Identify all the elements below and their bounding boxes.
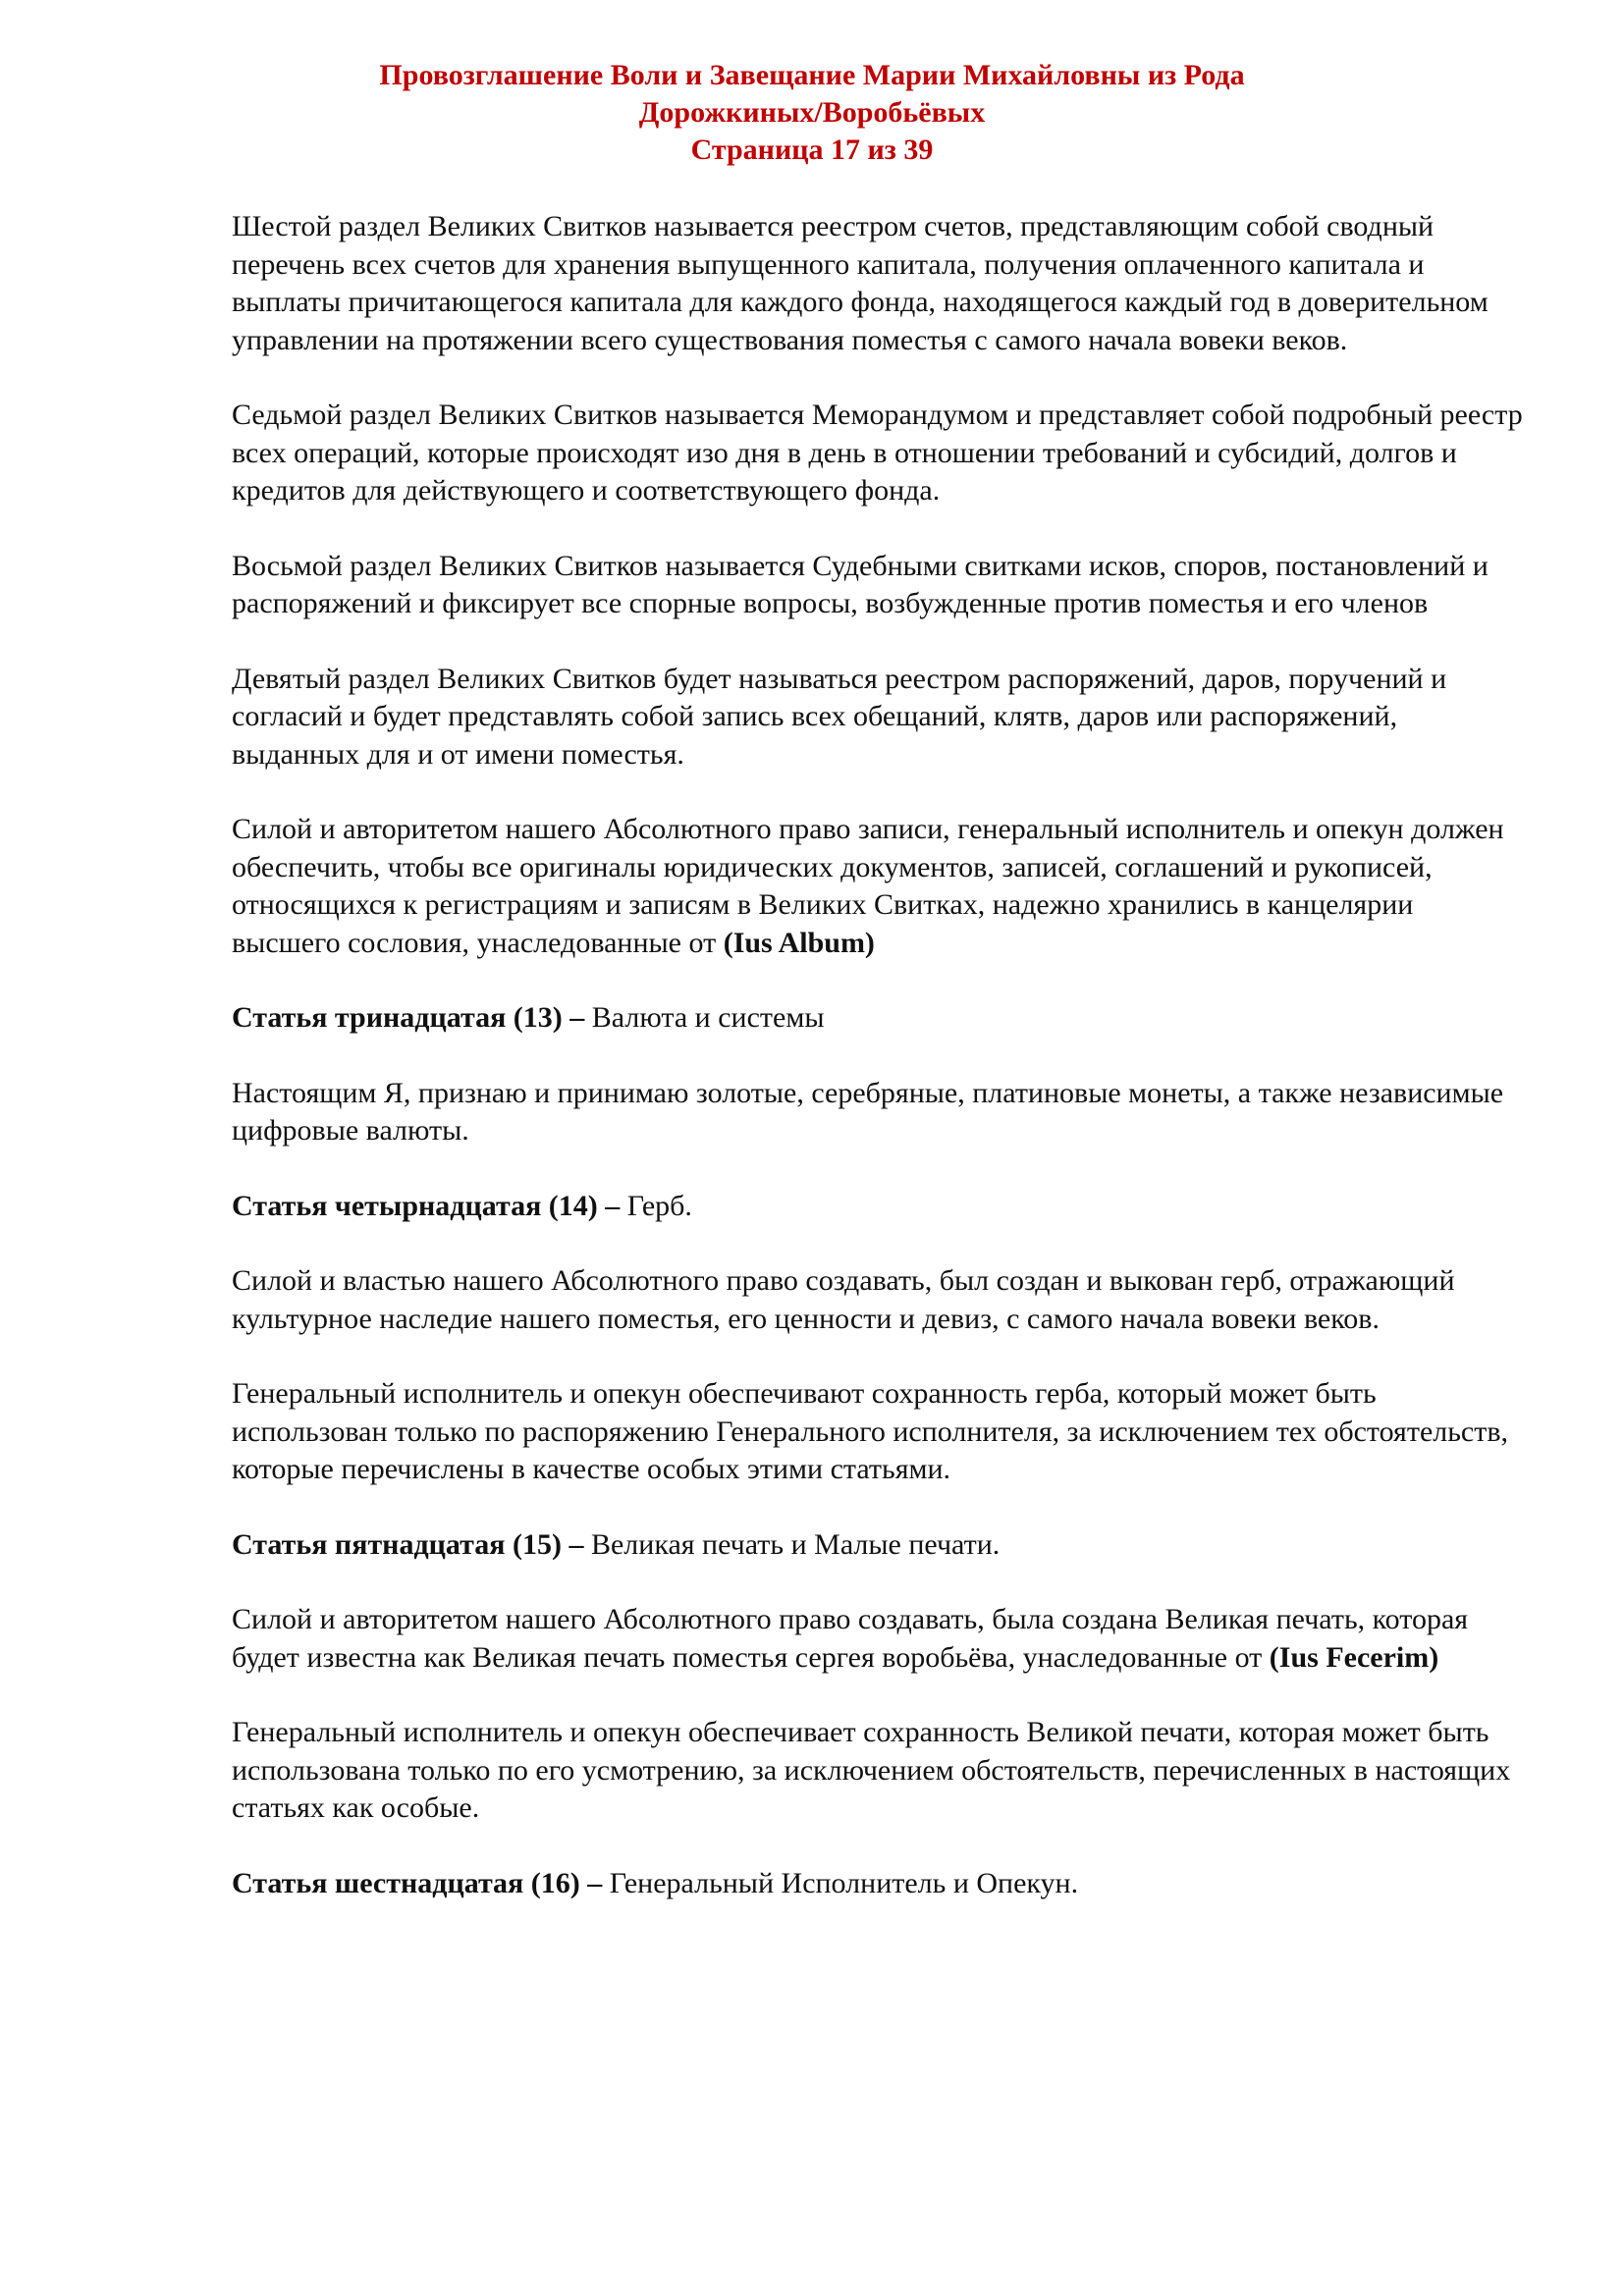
paragraph-eighth-section: Восьмой раздел Великих Свитков называется Судебными свитками исков, споров, постановлений и распоряжений и фиксирует все спорные вопросы, возбужденные против поместья и его членов	[232, 549, 1489, 619]
paragraph-ninth-section: Девятый раздел Великих Свитков будет называться реестром распоряжений, даров, поручений и согласий и будет представлять собой запись всех обещаний, клятв, даров или распоряжений, выданных для и от имени поместья.	[232, 662, 1447, 771]
article-15-heading	[232, 1526, 1528, 1565]
page-indicator: Страница 17 из 39	[690, 133, 934, 166]
article-13-title: Валюта и системы	[584, 1001, 825, 1034]
document-title-line1: Провозглашение Воли и Завещание Марии Михайловны из Рода	[379, 59, 1245, 91]
article-13-heading	[232, 999, 1528, 1038]
latin-term-ius-fecerim: (Ius Fecerim)	[1269, 1640, 1439, 1674]
paragraph-text: Силой и авторитетом нашего Абсолютного право создавать, была создана Великая печать, которая будет известна как Великая печать поместья сергея воробьёва, унаследованные от	[232, 1603, 1469, 1674]
article-13-label: Статья тринадцатая (13) –	[232, 1001, 585, 1034]
article-16-title: Генеральный Исполнитель и Опекун.	[602, 1866, 1079, 1899]
article-16-label: Статья шестнадцатая (16) –	[232, 1866, 603, 1899]
paragraph-sixth-section: Шестой раздел Великих Свитков называется реестром счетов, представляющим собой сводный перечень всех счетов для хранения выпущенного капитала, получения оплаченного капитала и выплаты причитающегося капитала для каждого фонда, находящегося каждый год в доверительном управлении на протяжении всего существования поместья с самого начала вовеки веков.	[232, 210, 1489, 356]
paragraph-great-seal-custody: Генеральный исполнитель и опекун обеспечивает сохранность Великой печати, которая может быть использована только по его усмотрению, за исключением обстоятельств, перечисленных в настоящих статьях как особые.	[232, 1716, 1511, 1824]
article-14-title: Герб.	[620, 1189, 692, 1222]
document-body	[232, 208, 1528, 1940]
paragraph-coat-of-arms-custody: Генеральный исполнитель и опекун обеспечивают сохранность герба, который может быть использован только по распоряжению Генерального исполнителя, за исключением тех обстоятельств, которые перечислены в качестве особых этими статьями.	[232, 1377, 1509, 1485]
article-15-title: Великая печать и Малые печати.	[583, 1527, 1001, 1561]
latin-term-ius-album: (Ius Album)	[723, 926, 875, 959]
paragraph-text: Силой и авторитетом нашего Абсолютного право записи, генеральный исполнитель и опекун должен обеспечить, чтобы все оригиналы юридических документов, записей, соглашений и рукописей, относящихся к регистрациям и записям в Великих Свитках, надежно хранились в канцелярии высшего сословия, унаследованные от	[232, 813, 1504, 959]
page-header	[0, 57, 1624, 169]
article-15-label: Статья пятнадцатая (15) –	[232, 1527, 584, 1561]
paragraph-coat-of-arms-creation: Силой и властью нашего Абсолютного право создавать, был создан и выкован герб, отражающий культурное наследие нашего поместья, его ценности и девиз, с самого начала вовеки веков.	[232, 1264, 1455, 1335]
article-14-heading	[232, 1188, 1528, 1226]
paragraph-great-seal-creation	[232, 1601, 1528, 1677]
article-16-heading	[232, 1865, 1528, 1903]
paragraph-currency: Настоящим Я, признаю и принимаю золотые, серебряные, платиновые монеты, а также независимые цифровые валюты.	[232, 1076, 1504, 1147]
paragraph-record-authority	[232, 811, 1528, 962]
article-14-label: Статья четырнадцатая (14) –	[232, 1189, 621, 1222]
document-title-line2: Дорожкиных/Воробьёвых	[638, 96, 986, 129]
paragraph-seventh-section: Седьмой раздел Великих Свитков называется Меморандумом и представляет собой подробный реестр всех операций, которые происходят изо дня в день в отношении требований и субсидий, долгов и кредитов для действующего и соответствующего фонда.	[232, 399, 1523, 507]
